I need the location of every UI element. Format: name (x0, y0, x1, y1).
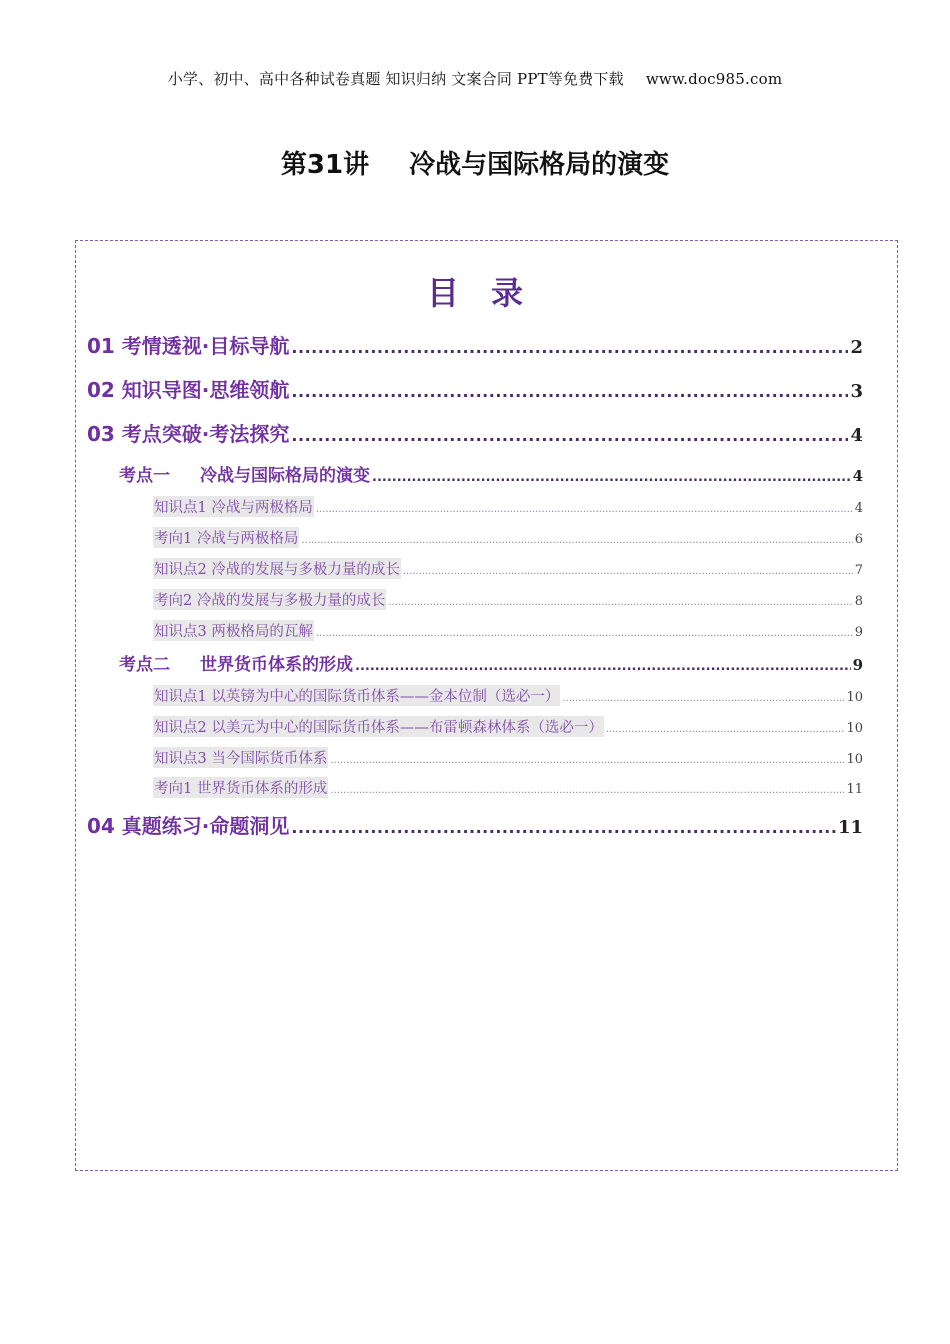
page-number: 11 (837, 817, 863, 838)
toc-entry-zhishidian-2-2[interactable]: 知识点2 以美元为中心的国际货币体系——布雷顿森林体系（选必一） ..... 10 (153, 716, 863, 738)
lecture-topic: 冷战与国际格局的演变 (409, 150, 670, 180)
toc-heading: 目 录 (426, 274, 524, 312)
toc-entry-04[interactable]: 04 真题练习·命题洞见 ..... 11 (87, 810, 863, 838)
toc-entry-02[interactable]: 02 知识导图·思维领航 ..... 3 (87, 374, 863, 402)
header-site-link[interactable]: www.doc985.com (645, 70, 783, 88)
toc-entry-kaodian-2[interactable]: 考点二 世界货币体系的形成 ..... 9 (119, 650, 863, 674)
toc-entry-zhishidian-1-1[interactable]: 知识点1 冷战与两极格局 ..... 4 (153, 496, 863, 518)
toc-entry-zhishidian-1-3[interactable]: 知识点3 两极格局的瓦解 ..... 9 (153, 620, 863, 642)
toc-entry-zhishidian-2-3[interactable]: 知识点3 当今国际货币体系 ..... 10 (153, 747, 863, 769)
page-number: 9 (852, 656, 863, 674)
header-text: 小学、初中、高中各种试卷真题 知识归纳 文案合同 PPT等免费下载 (167, 70, 624, 88)
page-number: 8 (854, 594, 863, 609)
toc-entry-kaoxiang-2-1[interactable]: 考向1 世界货币体系的形成 ..... 11 (153, 777, 863, 799)
page-number: 10 (846, 690, 863, 705)
page-header (0, 68, 950, 89)
page-number: 7 (854, 563, 863, 578)
page-number: 9 (854, 625, 863, 640)
toc-entry-zhishidian-1-2[interactable]: 知识点2 冷战的发展与多极力量的成长 ..... 7 (153, 558, 863, 580)
page-number: 2 (850, 337, 863, 358)
page-number: 10 (846, 752, 863, 767)
toc-entry-01[interactable]: 01 考情透视·目标导航 ..... 2 (87, 330, 863, 358)
page-number: 4 (850, 425, 863, 446)
page-number: 3 (850, 381, 863, 402)
page-number: 4 (854, 501, 863, 516)
document-title (0, 144, 950, 181)
page-number: 4 (852, 467, 863, 485)
toc-entry-kaoxiang-1-2[interactable]: 考向2 冷战的发展与多极力量的成长 ..... 8 (153, 589, 863, 611)
toc-entry-kaodian-1[interactable]: 考点一 冷战与国际格局的演变 ..... 4 (119, 461, 863, 485)
page-number: 6 (854, 532, 863, 547)
page-number: 10 (846, 721, 863, 736)
toc-entry-kaoxiang-1-1[interactable]: 考向1 冷战与两极格局 ..... 6 (153, 527, 863, 549)
lecture-number: 第31讲 (280, 150, 370, 180)
toc-entry-zhishidian-2-1[interactable]: 知识点1 以英镑为中心的国际货币体系——金本位制（选必一） ..... 10 (153, 685, 863, 707)
toc-entry-03[interactable]: 03 考点突破·考法探究 ..... 4 (87, 418, 863, 446)
page-number: 11 (846, 782, 863, 797)
